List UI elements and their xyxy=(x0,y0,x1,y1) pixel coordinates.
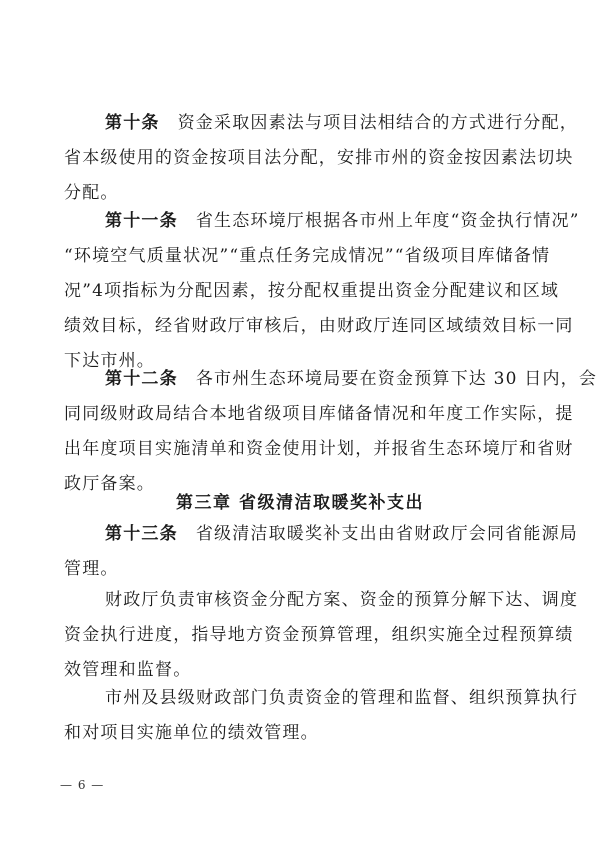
article-11-text-line-2: “环境空气质量状况”“重点任务完成情况”“省级项目库储备情 xyxy=(64,246,551,266)
article-10-label: 第十条 xyxy=(105,113,160,133)
article-11-label: 第十一条 xyxy=(105,211,178,231)
chapter-heading: 第三章 省级清洁取暖奖补支出 xyxy=(176,493,424,513)
article-12-text-line-2: 同同级财政局结合本地省级项目库储备情况和年度工作实际，提 xyxy=(64,404,574,424)
article-11-text-line-5: 下达市州。 xyxy=(64,351,155,371)
article-13-text-line-2: 管理。 xyxy=(64,559,119,579)
article-12-text-line-1: 各市州生态环境局要在资金预算下达 30 日内，会 xyxy=(195,369,598,389)
article-13-label: 第十三条 xyxy=(105,524,178,544)
article-12-first-line xyxy=(105,369,597,389)
page-number: — 6 — xyxy=(60,778,105,792)
article-11-text-line-1: 省生态环境厅根据各市州上年度“资金执行情况” xyxy=(195,211,580,231)
article-11-text-line-4: 绩效目标，经省财政厅审核后，由财政厅连同区域绩效目标一同 xyxy=(64,316,574,336)
paragraph-local-finance-line-1: 市州及县级财政部门负责资金的管理和监督、组织预算执行 xyxy=(105,688,579,708)
article-13-text-line-1: 省级清洁取暖奖补支出由省财政厅会同省能源局 xyxy=(195,524,579,544)
article-12-text-line-3: 出年度项目实施清单和资金使用计划，并报省生态环境厅和省财 xyxy=(64,439,574,459)
article-10-text-line-1: 资金采取因素法与项目法相结合的方式进行分配， xyxy=(177,113,579,133)
paragraph-finance-dept-line-1: 财政厅负责审核资金分配方案、资金的预算分解下达、调度 xyxy=(105,590,579,610)
paragraph-finance-dept-line-2: 资金执行进度，指导地方资金预算管理，组织实施全过程预算绩 xyxy=(64,625,574,645)
article-12-text-line-4: 政厅备案。 xyxy=(64,474,155,494)
article-11-text-line-3: 况”4项指标为分配因素，按分配权重提出资金分配建议和区域 xyxy=(64,281,560,301)
article-10-text-line-3: 分配。 xyxy=(64,183,119,203)
paragraph-local-finance-line-2: 和对项目实施单位的绩效管理。 xyxy=(64,723,319,743)
article-10-first-line xyxy=(105,113,578,133)
article-10-text-line-2: 省本级使用的资金按项目法分配，安排市州的资金按因素法切块 xyxy=(64,148,574,168)
paragraph-finance-dept-line-3: 效管理和监督。 xyxy=(64,660,192,680)
article-11-first-line xyxy=(105,211,580,231)
article-12-label: 第十二条 xyxy=(105,369,178,389)
article-13-first-line xyxy=(105,524,578,544)
